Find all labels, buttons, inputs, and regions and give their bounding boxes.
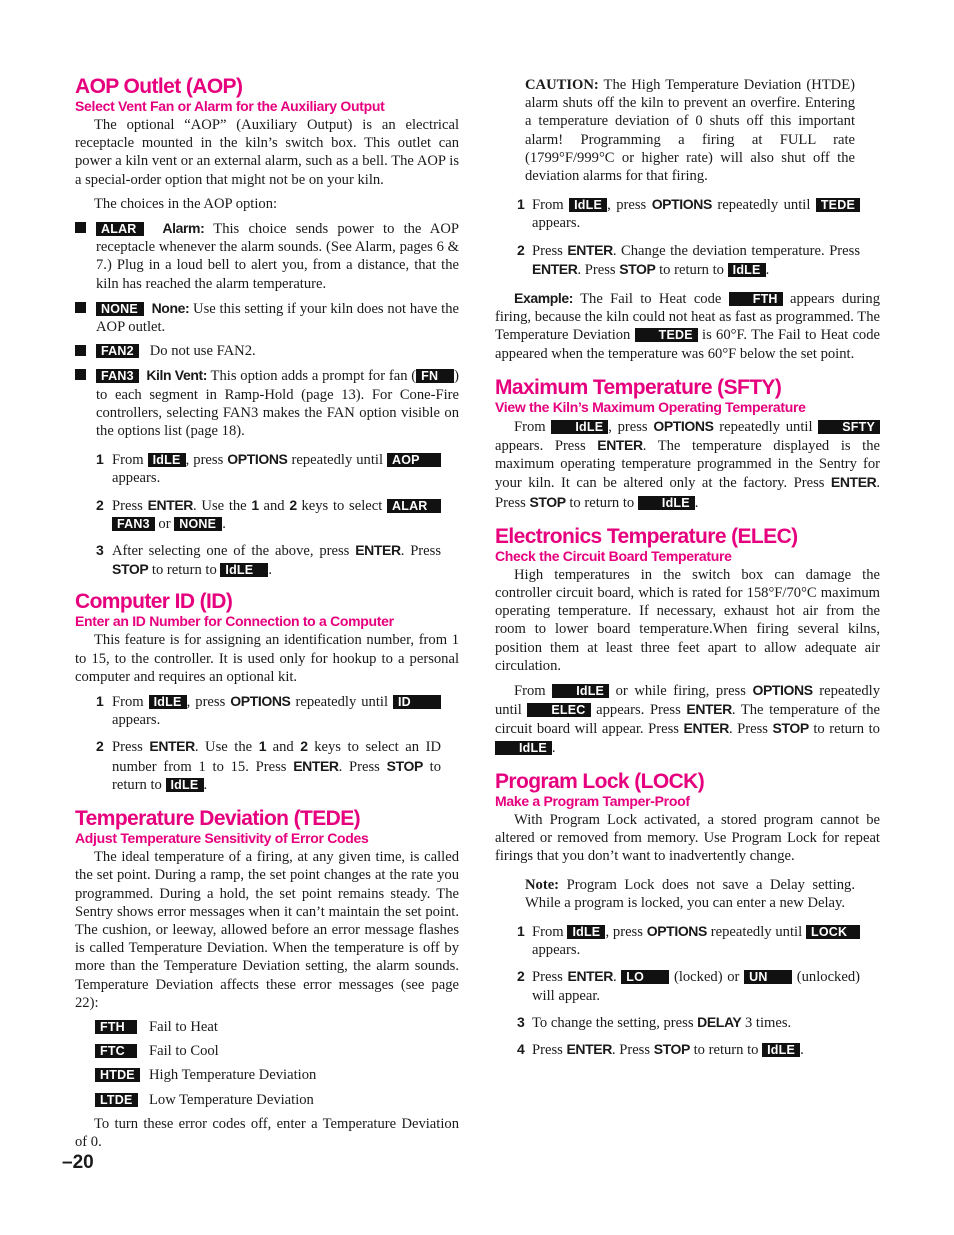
- step-text: .: [765, 261, 770, 278]
- step-text: From: [532, 923, 568, 940]
- alar-code: ALAR: [96, 222, 144, 236]
- step-text: to return to: [148, 562, 221, 579]
- error-row: [75, 1042, 459, 1060]
- error-label: Fail to Heat: [149, 1018, 218, 1035]
- tede-code: TEDE: [635, 328, 698, 342]
- error-label: Low Temperature Deviation: [149, 1091, 314, 1108]
- error-code: HTDE: [95, 1068, 140, 1082]
- aop-fan2-item: [75, 342, 459, 360]
- step-text: repeatedly until: [706, 923, 806, 940]
- sfty-subheading: View the Kiln’s Maximum Operating Temperature: [495, 398, 806, 415]
- step-text: . Use the: [193, 497, 252, 514]
- kiln-vent-label: Kiln Vent:: [146, 367, 208, 384]
- elec-subheading: Check the Circuit Board Temperature: [495, 547, 732, 564]
- tede-subheading: Adjust Temperature Sensitivity of Error Codes: [75, 830, 369, 847]
- step-text: , press: [185, 452, 228, 469]
- error-row: [75, 1066, 459, 1084]
- sfty-body: [495, 417, 880, 512]
- aop-step-2: [75, 496, 459, 533]
- aop-none-item: [75, 299, 459, 336]
- elec-heading: Electronics Temperature (ELEC): [495, 524, 798, 548]
- stop-key: STOP: [529, 493, 566, 510]
- none-code: NONE: [174, 517, 222, 531]
- step-text: (locked) or: [669, 969, 745, 986]
- step-text: keys to select: [296, 497, 388, 514]
- step-number: 2: [517, 968, 525, 985]
- idle-code: IdLE: [551, 420, 608, 434]
- step-text: From: [112, 452, 148, 469]
- fan3-text-b: ) to each segment in Ramp-Hold (page 13). For Cone-Fire controllers, selecting FAN3 makes the FAN option visible on the options list (page 18).: [96, 368, 460, 440]
- idle-code: IdLE: [728, 263, 766, 277]
- enter-key: ENTER: [683, 720, 729, 737]
- error-label: Fail to Cool: [149, 1043, 219, 1060]
- tede-example: [495, 289, 880, 363]
- stop-key: STOP: [112, 561, 149, 578]
- enter-key: ENTER: [566, 1040, 612, 1057]
- step-number: 1: [96, 451, 104, 468]
- id-intro: This feature is for assigning an identification number, from 1 to 15, to the controller. It is used only for hookup to a personal computer and requires an optional kit.: [75, 632, 459, 685]
- options-key: OPTIONS: [651, 196, 712, 213]
- fth-code: FTH: [729, 292, 783, 306]
- stop-key: STOP: [653, 1040, 690, 1057]
- elec-text: . Press: [728, 721, 773, 738]
- step-text: , press: [186, 694, 231, 711]
- idle-code: IdLE: [569, 198, 607, 212]
- stop-key: STOP: [386, 757, 423, 774]
- error-code: LTDE: [95, 1093, 138, 1107]
- example-label: Example:: [514, 290, 574, 307]
- id-step-1: [75, 692, 459, 729]
- aop-alarm-item: [75, 219, 459, 293]
- step-text: appears.: [532, 942, 581, 959]
- key-1: 1: [251, 496, 259, 513]
- error-row: [75, 1091, 459, 1109]
- id-heading: Computer ID (ID): [75, 590, 233, 614]
- elec-text: .: [551, 739, 556, 756]
- enter-key: ENTER: [293, 757, 339, 774]
- right-column: [495, 76, 880, 1059]
- aop-heading: AOP Outlet (AOP): [75, 75, 243, 98]
- step-number: 1: [96, 693, 104, 710]
- alarm-label: Alarm:: [162, 220, 205, 237]
- step-number: 1: [517, 196, 525, 213]
- aop-choices: The choices in the AOP option:: [94, 195, 278, 212]
- aop-fan3-item: [75, 366, 459, 440]
- error-code-list: [75, 1018, 459, 1109]
- fan3-code: FAN3: [112, 517, 155, 531]
- step-text: From: [112, 694, 149, 711]
- step-text: . Change the deviation temperature. Press: [612, 242, 861, 259]
- sfty-text: to return to: [565, 494, 638, 511]
- sfty-text: appears. Press: [495, 438, 598, 455]
- lock-subheading: Make a Program Tamper-Proof: [495, 792, 690, 809]
- step-text: From: [532, 197, 570, 214]
- elec-text: to return to: [808, 721, 880, 738]
- aop-step-3: [75, 541, 459, 579]
- none-label: None:: [151, 299, 190, 316]
- left-column: [75, 76, 459, 1151]
- page-number: –20: [62, 1152, 94, 1173]
- sfty-text: From: [514, 418, 552, 435]
- step-number: 2: [96, 738, 104, 755]
- note-label: Note:: [525, 876, 560, 893]
- caution-note: [495, 76, 880, 185]
- step-text: (unlocked) will appear.: [532, 969, 860, 1004]
- tede-step-2: [495, 241, 880, 279]
- step-text: .: [268, 562, 273, 579]
- none-text: Use this setting if your kiln does not have the AOP outlet.: [96, 300, 460, 336]
- enter-key: ENTER: [147, 496, 194, 513]
- step-text: 3 times.: [741, 1014, 792, 1031]
- enter-key: ENTER: [597, 437, 643, 454]
- step-text: keys to select an ID number from 1 to 15. Press: [112, 739, 441, 775]
- lock-heading: Program Lock (LOCK): [495, 769, 705, 793]
- step-text: and: [258, 497, 290, 514]
- options-key: OPTIONS: [230, 693, 291, 710]
- elec-text: repeatedly until: [495, 683, 881, 719]
- enter-key: ENTER: [567, 241, 613, 258]
- sfty-text: . Press: [495, 475, 880, 511]
- tede-code: TEDE: [816, 198, 860, 212]
- step-text: Press: [532, 1041, 567, 1058]
- lock-intro: With Program Lock activated, a stored program cannot be altered or removed from memory. Use Program Lock for repeat firings that you don’t want to inadvertently change.: [495, 811, 880, 865]
- lock-step-1: [495, 922, 880, 959]
- key-2: 2: [289, 496, 297, 513]
- idle-code: IdLE: [762, 1043, 800, 1057]
- idle-code: IdLE: [495, 741, 552, 755]
- step-text: appears.: [532, 215, 581, 232]
- square-bullet-icon: [75, 345, 86, 356]
- step-text: .: [800, 1041, 804, 1058]
- step-number: 3: [96, 542, 104, 559]
- step-text: Press: [532, 242, 568, 259]
- fan3-code: FAN3: [96, 369, 139, 383]
- elec-text: appears. Press: [590, 702, 687, 719]
- enter-key: ENTER: [532, 260, 578, 277]
- idle-code: IdLE: [552, 684, 609, 698]
- idle-code: IdLE: [567, 925, 605, 939]
- stop-key: STOP: [619, 260, 656, 277]
- un-code: UN: [744, 970, 792, 984]
- enter-key: ENTER: [686, 701, 732, 718]
- step-text: . Press: [338, 758, 387, 775]
- example-text: The Fail to Heat code: [573, 291, 729, 308]
- step-text: Press: [112, 497, 148, 514]
- elec-text: or while firing, press: [609, 683, 753, 700]
- sfty-text: . The temperature displayed is the maximum operating temperature programmed in the Sentry for your kiln. It can be altered only at the factory. Press: [495, 438, 880, 492]
- id-step-2: [75, 737, 459, 794]
- sfty-text: repeatedly until: [713, 418, 819, 435]
- alarm-text: This choice sends power to the AOP receptacle whenever the alarm sounds. (See Alarm, pages 6 & 7.) Plug in a loud bell to alert you, from a distance, that the kiln has reached the alarm temperature.: [96, 221, 459, 292]
- enter-key: ENTER: [149, 738, 195, 755]
- step-text: appears.: [112, 712, 161, 729]
- tede-turn-off: To turn these error codes off, enter a Temperature Deviation of 0.: [75, 1115, 459, 1150]
- step-text: Press: [112, 739, 150, 756]
- lo-code: LO: [621, 970, 669, 984]
- step-number: 1: [517, 922, 525, 939]
- error-code: FTC: [95, 1044, 137, 1058]
- sfty-code: SFTY: [818, 420, 880, 434]
- idle-code: IdLE: [166, 778, 204, 792]
- options-key: OPTIONS: [227, 451, 288, 468]
- caution-text: The High Temperature Deviation (HTDE) alarm shuts off the kiln to prevent an overfire. Entering a temperature deviation of 0 shuts off this important alarm! Programming a firing at FULL rate (1799°F/999°C or higher rate) will also shut off the deviation alarms for that firing.: [525, 77, 855, 185]
- options-key: OPTIONS: [646, 922, 707, 939]
- aop-step-1: [75, 450, 459, 487]
- step-text: appears.: [112, 470, 161, 487]
- key-2: 2: [300, 738, 308, 755]
- lock-step-2: [495, 967, 880, 1004]
- idle-code: IdLE: [149, 695, 187, 709]
- elec-text: From: [514, 683, 553, 700]
- step-text: . Press: [611, 1041, 654, 1058]
- elec-text: . The temperature of the circuit board will appear. Press: [495, 702, 881, 738]
- tede-step-1: [495, 195, 880, 232]
- step-number: 3: [517, 1013, 525, 1030]
- lock-step-4: [495, 1040, 880, 1059]
- aop-intro: The optional “AOP” (Auxiliary Output) is an electrical receptacle mounted in the kiln’s switch box. This outlet can power a kiln vent or an external alarm, such as a bell. The AOP is a special-order option that might not be on your kiln.: [75, 117, 459, 188]
- sfty-heading: Maximum Temperature (SFTY): [495, 375, 782, 399]
- step-text: repeatedly until: [711, 197, 816, 214]
- step-text: repeatedly until: [290, 694, 393, 711]
- id-subheading: Enter an ID Number for Connection to a Computer: [75, 613, 394, 630]
- error-row: [75, 1018, 459, 1036]
- error-code: FTH: [95, 1020, 137, 1034]
- alar-code: ALAR: [387, 499, 441, 513]
- step-text: To change the setting, press: [532, 1014, 698, 1031]
- sfty-text: , press: [608, 418, 654, 435]
- step-text: Press: [532, 969, 568, 986]
- tede-intro: The ideal temperature of a firing, at any given time, is called the set point. During a ramp, the set point changes at the rate you programmed. During a hold, the set point remains steady. The Sentry shows error messages when it can’t maintain the set point. The cushion, or leeway, allowed before an error message flashes is called Temperature Deviation. When the temperature is off by more than the Temperature Deviation setting, the alarm sounds. Temperature Deviation affects these error messages (see page 22):: [75, 849, 459, 1011]
- elec-code: ELEC: [527, 703, 590, 717]
- step-text: After selecting one of the above, press: [112, 543, 356, 560]
- key-1: 1: [258, 738, 267, 755]
- fn-code: FN: [416, 369, 454, 383]
- step-text: . Press: [577, 261, 620, 278]
- step-number: 2: [517, 241, 525, 258]
- id-code: ID: [393, 695, 441, 709]
- idle-code: IdLE: [148, 453, 186, 467]
- options-key: OPTIONS: [752, 682, 813, 699]
- step-text: .: [612, 969, 622, 986]
- lock-note: [495, 876, 880, 912]
- options-key: OPTIONS: [653, 417, 714, 434]
- step-text: repeatedly until: [287, 452, 387, 469]
- caution-label: CAUTION:: [525, 77, 599, 93]
- square-bullet-icon: [75, 222, 86, 233]
- stop-key: STOP: [772, 720, 809, 737]
- example-text: is 60°F. The Fail to Heat code appeared when the temperature was 60°F below the set point.: [495, 327, 881, 362]
- fan2-code: FAN2: [96, 344, 139, 358]
- step-number: 2: [96, 496, 104, 513]
- fan3-text-a: This option adds a prompt for fan (: [207, 368, 417, 385]
- step-text: , press: [605, 923, 647, 940]
- enter-key: ENTER: [830, 474, 877, 491]
- step-text: , press: [607, 197, 652, 214]
- square-bullet-icon: [75, 302, 86, 313]
- step-number: 4: [517, 1040, 525, 1057]
- elec-intro: High temperatures in the switch box can damage the controller circuit board, which is rated for 158°F/70°C maximum operating temperature. If necessary, exhaust hot air from the room to lower board temperature.When firing several kilns, position them at least three feet apart to allow adequate air circulation.: [495, 566, 880, 674]
- example-text: appears during firing, because the kiln could not heat as fast as programmed. The Temperature Deviation: [495, 291, 881, 344]
- step-text: .: [203, 776, 208, 793]
- step-text: .: [222, 515, 226, 532]
- none-code: NONE: [96, 302, 144, 316]
- sfty-text: .: [694, 494, 699, 511]
- step-text: or: [154, 515, 175, 532]
- step-text: to return to: [689, 1041, 763, 1058]
- idle-code: IdLE: [638, 496, 695, 510]
- step-text: and: [266, 739, 301, 756]
- elec-body: [495, 681, 880, 757]
- enter-key: ENTER: [355, 542, 401, 559]
- fan2-text: Do not use FAN2.: [149, 343, 256, 360]
- tede-heading: Temperature Deviation (TEDE): [75, 807, 361, 831]
- step-text: to return to: [112, 758, 441, 793]
- step-text: . Use the: [194, 739, 259, 756]
- square-bullet-icon: [75, 369, 86, 380]
- lock-step-3: [495, 1013, 880, 1032]
- note-text: Program Lock does not save a Delay setting. While a program is locked, you can enter a new Delay.: [525, 876, 855, 911]
- lock-code: LOCK: [806, 925, 860, 939]
- error-label: High Temperature Deviation: [149, 1067, 317, 1084]
- idle-code: IdLE: [220, 563, 268, 577]
- step-text: . Press: [400, 543, 442, 560]
- enter-key: ENTER: [567, 968, 613, 985]
- step-text: to return to: [655, 261, 728, 278]
- aop-subheading: Select Vent Fan or Alarm for the Auxiliary Output: [75, 98, 385, 114]
- aop-code: AOP: [387, 453, 441, 467]
- delay-key: DELAY: [697, 1013, 742, 1030]
